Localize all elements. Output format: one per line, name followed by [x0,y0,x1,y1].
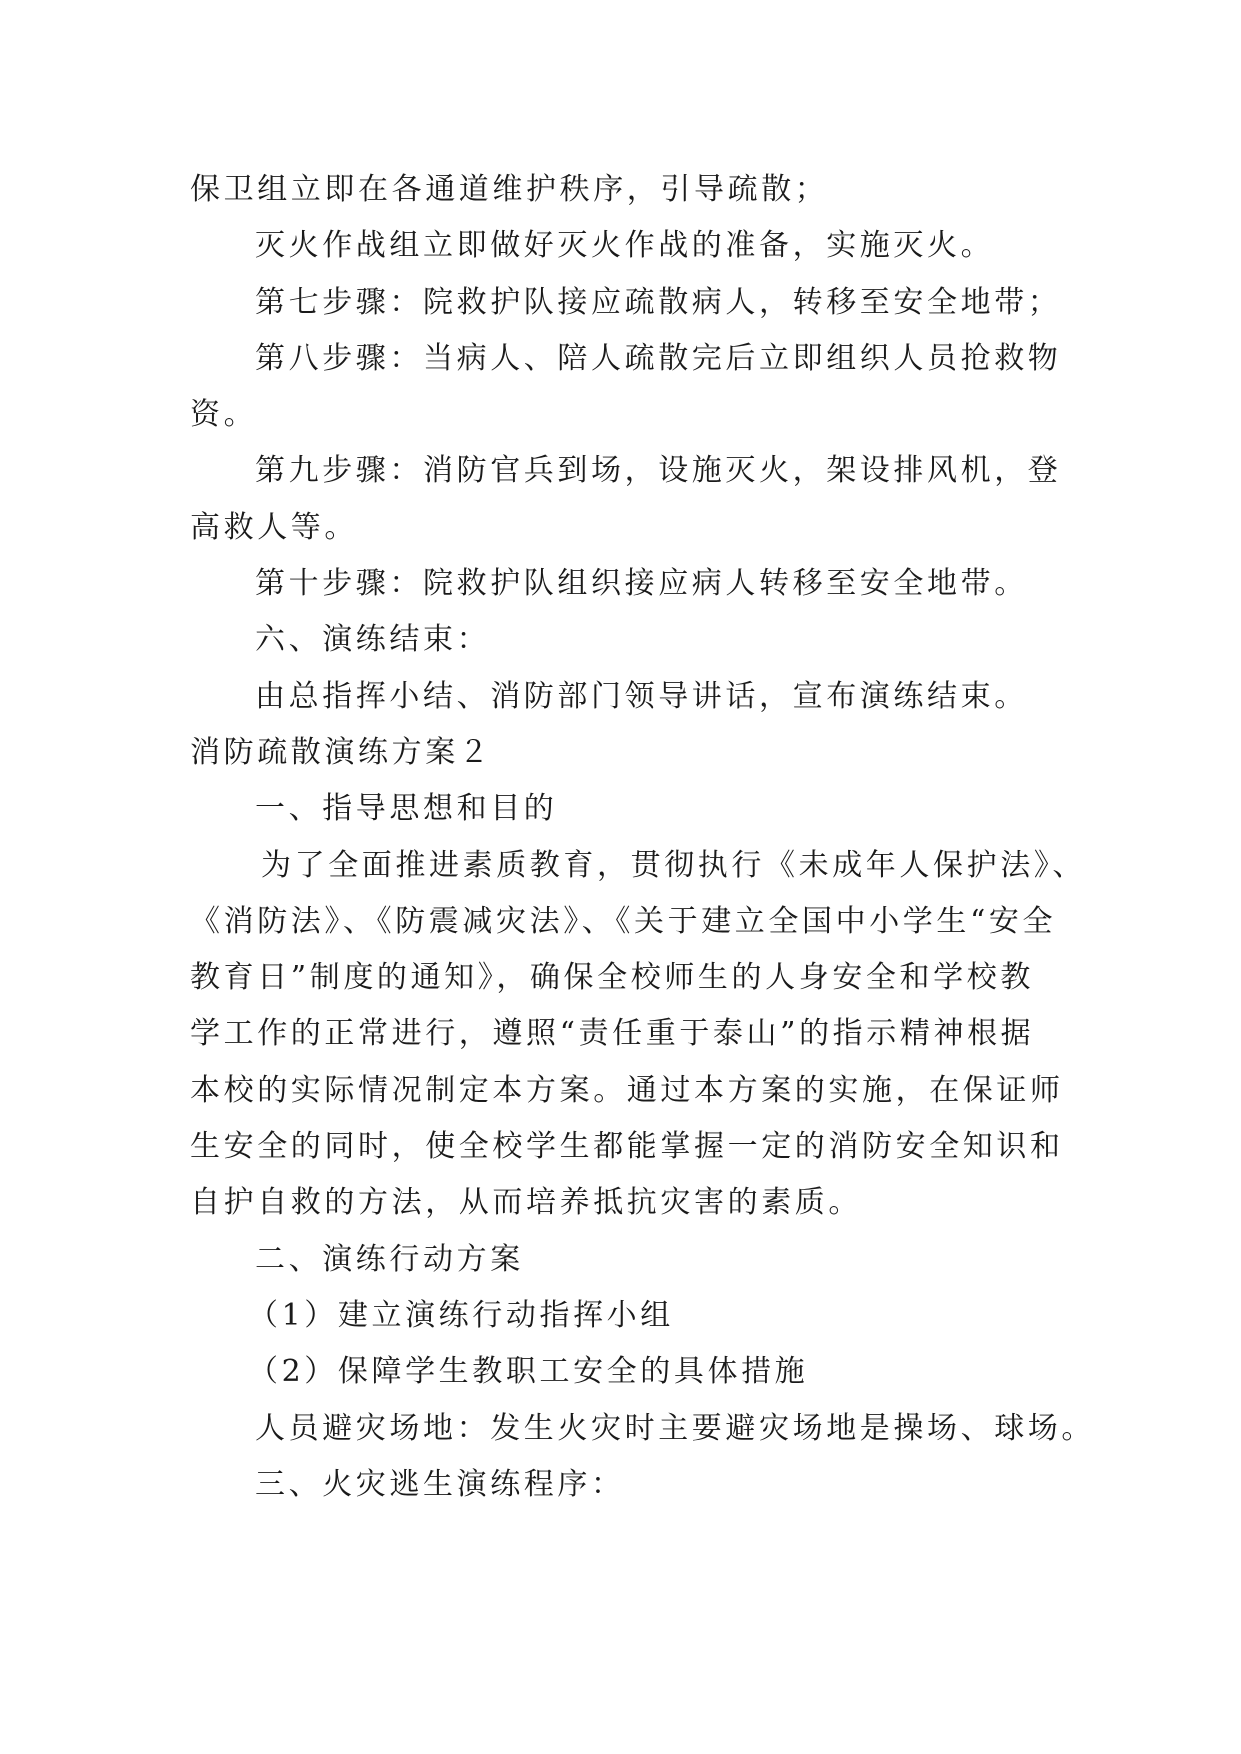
paragraph-line: 学工作的正常进行，遵照“责任重于泰山”的指示精神根据 [190,1016,1035,1052]
section-heading: 六、演练结束： [255,622,491,658]
paragraph-line: 生安全的同时，使全校学生都能掌握一定的消防安全知识和 [190,1129,1064,1165]
paragraph-line: 教育日”制度的通知》，确保全校师生的人身安全和学校教 [190,960,1034,996]
paragraph-line: 第十步骤：院救护队组织接应病人转移至安全地带。 [255,566,1028,602]
paragraph-line: 自护自救的方法，从而培养抵抗灾害的素质。 [190,1185,862,1221]
paragraph-line: 第九步骤：消防官兵到场，设施灭火，架设排风机，登 [255,453,1062,489]
paragraph-line: 资。 [190,397,258,433]
paragraph-line: 本校的实际情况制定本方案。通过本方案的实施，在保证师 [190,1072,1064,1108]
paragraph-line: 为了全面推进素质教育，贯彻执行《未成年人保护法》、 [261,847,1086,883]
section-heading: 一、指导思想和目的 [255,791,558,827]
paragraph-line: 高救人等。 [190,509,358,545]
document-body [190,162,1095,1513]
list-item: （2）保障学生教职工安全的具体措施 [248,1354,809,1390]
document-title: 消防疏散演练方案２ [190,734,493,770]
paragraph-line: 第七步骤：院救护队接应疏散病人，转移至安全地带； [255,284,1062,320]
paragraph-line: 第八步骤：当病人、陪人疏散完后立即组织人员抢救物 [255,340,1062,376]
section-heading: 二、演练行动方案 [255,1241,524,1277]
section-heading: 三、火灾逃生演练程序： [255,1466,625,1502]
list-item: （1）建立演练行动指挥小组 [248,1297,674,1333]
paragraph-line: 保卫组立即在各通道维护秩序，引导疏散； [190,172,829,207]
paragraph-line: 灭火作战组立即做好灭火作战的准备，实施灭火。 [255,228,995,264]
paragraph-line: 由总指挥小结、消防部门领导讲话，宣布演练结束。 [255,678,1028,714]
paragraph-line: 人员避灾场地：发生火灾时主要避灾场地是操场、球场。 [255,1410,1095,1446]
paragraph-line: 《消防法》、《防震减灾法》、《关于建立全国中小学生“安全 [190,903,1057,939]
